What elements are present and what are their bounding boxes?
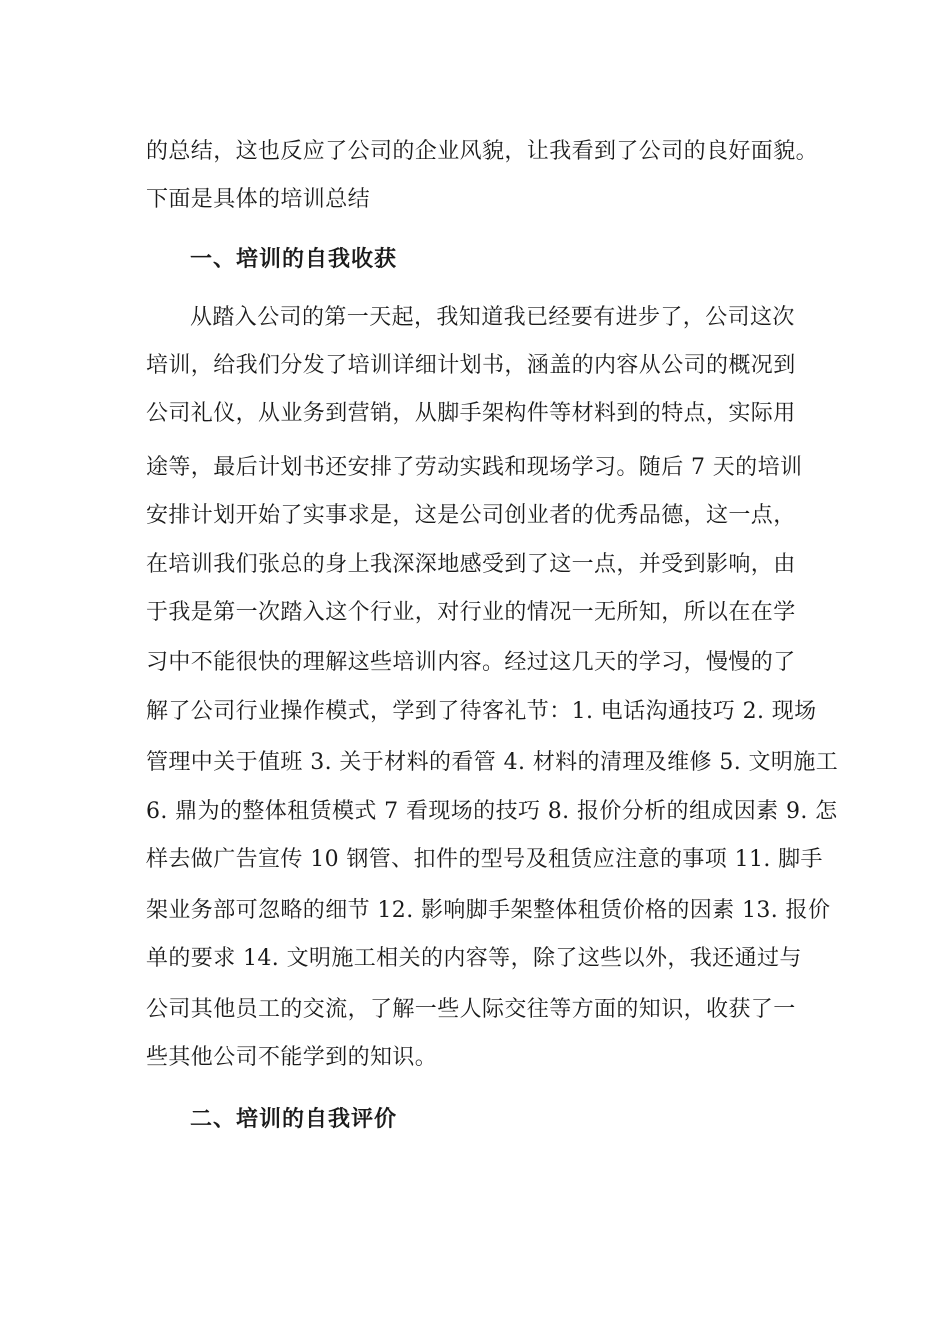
section-heading-1: 一、培训的自我收获 [190, 246, 398, 272]
paragraph-line: 样去做广告宣传 10 钢管、扣件的型号及租赁应注意的事项 11. 脚手 [146, 847, 823, 872]
paragraph-line: 于我是第一次踏入这个行业，对行业的情况一无所知，所以在在学 [146, 600, 796, 625]
paragraph-line: 单的要求 14. 文明施工相关的内容等，除了这些以外，我还通过与 [146, 946, 802, 971]
paragraph-line: 途等，最后计划书还安排了劳动实践和现场学习。随后 7 天的培训 [146, 455, 803, 480]
paragraph-line: 培训，给我们分发了培训详细计划书，涵盖的内容从公司的概况到 [146, 353, 796, 378]
paragraph-line: 从踏入公司的第一天起，我知道我已经要有进步了，公司这次 [190, 305, 795, 330]
intro-line-2: 下面是具体的培训总结 [146, 187, 371, 212]
paragraph-line: 些其他公司不能学到的知识。 [146, 1045, 438, 1070]
paragraph-line: 公司礼仪，从业务到营销，从脚手架构件等材料到的特点，实际用 [146, 401, 796, 426]
intro-line-1: 的总结，这也反应了公司的企业风貌，让我看到了公司的良好面貌。 [146, 139, 819, 164]
paragraph-line: 6. 鼎为的整体租赁模式 7 看现场的技巧 8. 报价分析的组成因素 9. 怎 [146, 799, 838, 824]
paragraph-line: 架业务部可忽略的细节 12. 影响脚手架整体租赁价格的因素 13. 报价 [146, 898, 831, 923]
paragraph-line: 习中不能很快的理解这些培训内容。经过这几天的学习，慢慢的了 [146, 650, 796, 675]
paragraph-line: 解了公司行业操作模式，学到了待客礼节：1. 电话沟通技巧 2. 现场 [146, 699, 817, 724]
paragraph-line: 安排计划开始了实事求是，这是公司创业者的优秀品德，这一点， [146, 503, 796, 528]
paragraph-line: 在培训我们张总的身上我深深地感受到了这一点，并受到影响，由 [146, 552, 796, 577]
section-heading-2: 二、培训的自我评价 [190, 1106, 398, 1132]
paragraph-line: 公司其他员工的交流，了解一些人际交往等方面的知识，收获了一 [146, 997, 796, 1022]
paragraph-line: 管理中关于值班 3. 关于材料的看管 4. 材料的清理及维修 5. 文明施工 [146, 750, 839, 775]
